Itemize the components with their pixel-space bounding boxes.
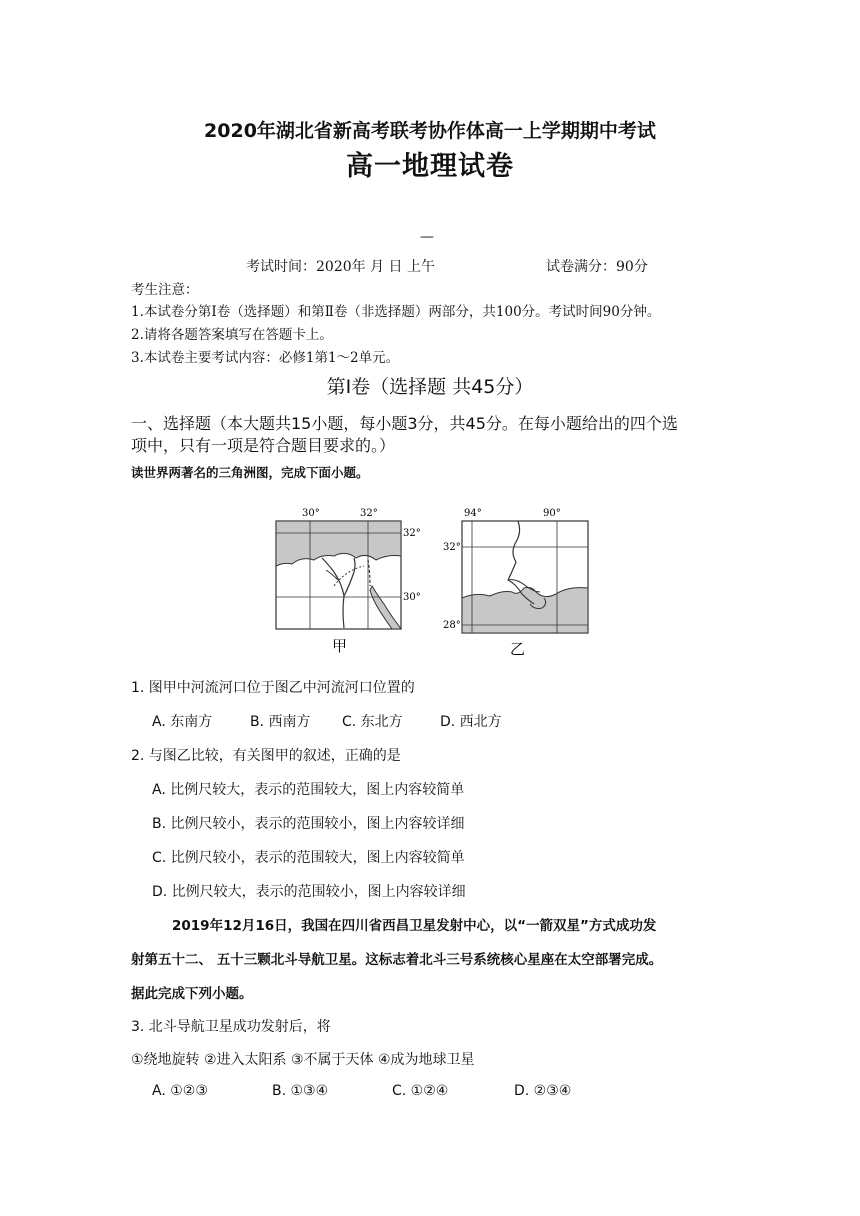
- question-2-option-a: A. 比例尺较大，表示的范围较大，图上内容较简单: [152, 782, 465, 798]
- map-yi-label-left: 32°: [443, 542, 461, 553]
- title-dash: —: [420, 229, 434, 245]
- note-item: 1.本试卷分第Ⅰ卷（选择题）和第Ⅱ卷（非选择题）两部分，共100分。考试时间90分钟。: [131, 304, 661, 320]
- passage-line: 据此完成下列小题。: [131, 986, 253, 1002]
- question-2-option-b: B. 比例尺较小，表示的范围较小，图上内容较详细: [152, 816, 465, 832]
- map-jia: [276, 508, 421, 655]
- question-1-option-a: A. 东南方: [152, 714, 213, 730]
- map-yi-label-top: 90°: [543, 508, 561, 519]
- section-heading: 第Ⅰ卷（选择题 共45分）: [326, 376, 534, 398]
- question-3-statements: ①绕地旋转 ②进入太阳系 ③不属于天体 ④成为地球卫星: [131, 1052, 475, 1068]
- delta-maps-figure: [272, 500, 592, 660]
- question-3-option-c: C. ①②④: [392, 1083, 449, 1099]
- question-1-option-d: D. 西北方: [440, 714, 502, 730]
- map-jia-caption: 甲: [332, 637, 348, 655]
- section-instruction: 项中，只有一项是符合题目要求的。）: [131, 436, 396, 455]
- paper-title: 高一地理试卷: [346, 151, 514, 182]
- map-jia-label-top: 30°: [302, 508, 320, 519]
- map-yi-label-left: 28°: [443, 620, 461, 631]
- exam-time: 考试时间：2020年 月 日 上午: [246, 259, 435, 275]
- map-jia-label-top: 32°: [360, 508, 378, 519]
- notes-heading: 考生注意：: [131, 282, 199, 298]
- question-3-option-a: A. ①②③: [152, 1083, 208, 1099]
- question-2-stem: 2. 与图乙比较，有关图甲的叙述，正确的是: [131, 748, 401, 764]
- question-2-option-d: D. 比例尺较大，表示的范围较小，图上内容较详细: [152, 884, 466, 900]
- question-1-option-b: B. 西南方: [250, 714, 311, 730]
- question-3-option-b: B. ①③④: [272, 1083, 329, 1099]
- map-yi-label-top: 94°: [464, 508, 482, 519]
- note-item: 2.请将各题答案填写在答题卡上。: [131, 327, 333, 343]
- section-instruction: 一、选择题（本大题共15小题，每小题3分，共45分。在每小题给出的四个选: [131, 414, 678, 433]
- question-3-stem: 3. 北斗导航卫星成功发射后，将: [131, 1019, 331, 1035]
- map-yi: [443, 508, 588, 658]
- question-2-option-c: C. 比例尺较小，表示的范围较大，图上内容较简单: [152, 850, 465, 866]
- note-item: 3.本试卷主要考试内容：必修1第1～2单元。: [131, 350, 400, 366]
- map-jia-label-right: 30°: [403, 592, 421, 603]
- full-score: 试卷满分：90分: [546, 259, 648, 275]
- passage-line: 2019年12月16日，我国在四川省西昌卫星发射中心，以“一箭双星”方式成功发: [172, 918, 657, 934]
- map-jia-label-right: 32°: [403, 528, 421, 539]
- question-1-stem: 1. 图甲中河流河口位于图乙中河流河口位置的: [131, 680, 415, 696]
- exam-title: 2020年湖北省新高考联考协作体高一上学期期中考试: [204, 120, 656, 142]
- reading-prompt: 读世界两著名的三角洲图，完成下面小题。: [131, 465, 369, 480]
- map-yi-caption: 乙: [510, 640, 526, 658]
- question-3-option-d: D. ②③④: [514, 1083, 572, 1099]
- question-1-option-c: C. 东北方: [342, 714, 403, 730]
- passage-line: 射第五十二、 五十三颗北斗导航卫星。这标志着北斗三号系统核心星座在太空部署完成。: [131, 952, 663, 968]
